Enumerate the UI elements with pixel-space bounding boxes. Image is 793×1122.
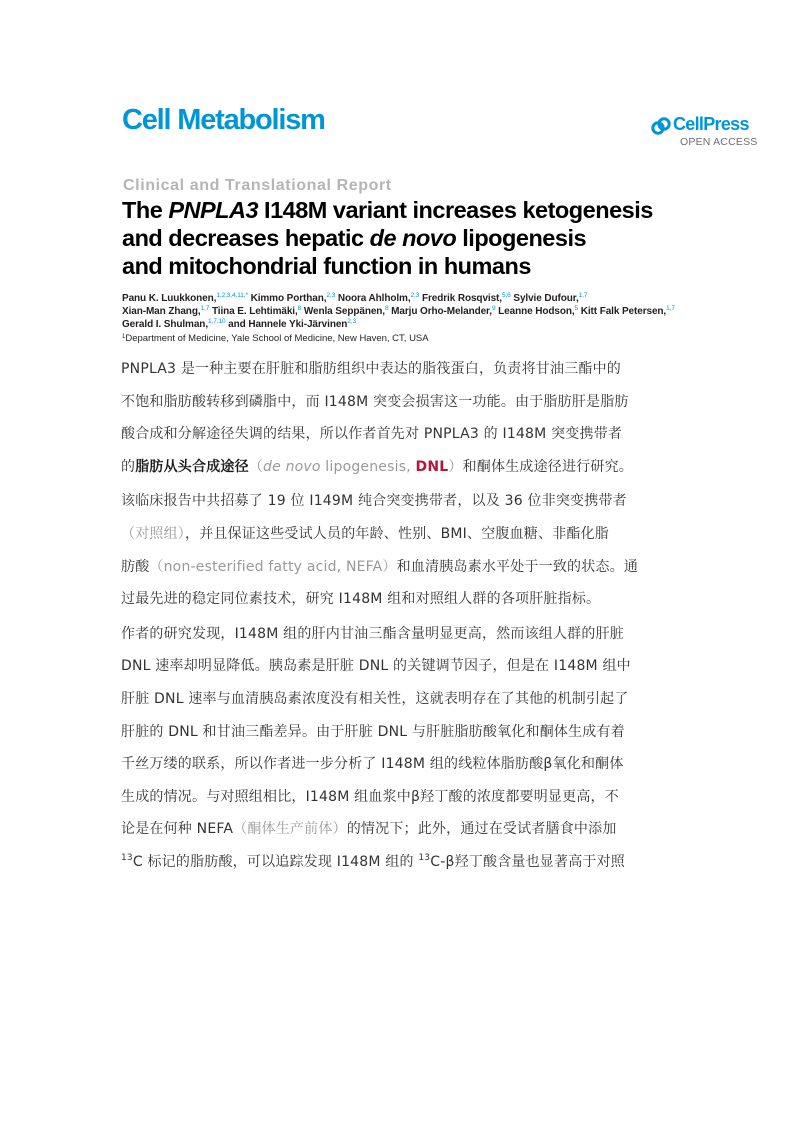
text-line bbox=[121, 551, 686, 584]
author-affil: 5,6 bbox=[501, 292, 511, 299]
text-segment: ） bbox=[448, 458, 463, 475]
author-affil: 1,7,10 bbox=[208, 318, 226, 325]
affiliation-text: Department of Medicine, Yale School of Medicine, New Haven, CT, USA bbox=[125, 333, 429, 344]
author-line-3 bbox=[122, 318, 772, 331]
title-text: and decreases hepatic bbox=[122, 225, 370, 251]
text-line: 千丝万缕的联系，所以作者进一步分析了 I148M 组的线粒体脂肪酸β氧化和酮体 bbox=[121, 756, 624, 773]
text-segment: 和酮体生成途径进行研究。 bbox=[462, 458, 633, 475]
text-segment: 的情况下；此外，通过在受试者膳食中添加 bbox=[346, 821, 617, 838]
text-segment: lipogenesis, bbox=[320, 458, 416, 475]
title-gene: PNPLA3 bbox=[168, 197, 259, 223]
title-text: I148M variant increases ketogenesis bbox=[258, 197, 653, 223]
title-text: lipogenesis bbox=[456, 225, 587, 251]
author: Sylvie Dufour, bbox=[510, 293, 579, 304]
text-line: 过最先进的稳定同位素技术，研究 I148M 组和对照组人群的各项肝脏指标。 bbox=[121, 591, 601, 608]
text-line bbox=[121, 451, 686, 484]
report-type: Clinical and Translational Report bbox=[123, 177, 392, 194]
author-affil: 5 bbox=[574, 305, 579, 312]
text-line: 生成的情况。与对照组相比，I148M 组血浆中β羟丁酸的浓度都要明显更高，不 bbox=[121, 788, 619, 805]
highlight-term: 脂肪从头合成途径 bbox=[135, 458, 249, 475]
publisher-name: CellPress bbox=[673, 114, 749, 134]
author-affil: 2,3 bbox=[410, 292, 420, 299]
text-segment: （酮体生产前体） bbox=[233, 821, 347, 838]
text-line bbox=[121, 518, 686, 551]
isotope-mark: 13 bbox=[121, 852, 133, 863]
text-line: 肝脏 DNL 速率与血清胰岛素浓度没有相关性，这就表明存在了其他的机制引起了 bbox=[121, 690, 629, 707]
title-line-2 bbox=[122, 224, 762, 252]
author: Kimmo Porthan, bbox=[247, 293, 327, 304]
author: Leanne Hodson, bbox=[495, 306, 575, 317]
author: Tiina E. Lehtimäki, bbox=[209, 306, 298, 317]
author: Xian-Man Zhang, bbox=[122, 306, 201, 317]
cellpress-logo-icon bbox=[651, 116, 671, 136]
author-affil: 1,7 bbox=[666, 305, 675, 312]
affiliation bbox=[122, 333, 429, 344]
text-segment: ，并且保证这些受试人员的年龄、性别、BMI、空腹血糖、非酯化脂 bbox=[185, 525, 610, 542]
author: Marju Orho-Melander, bbox=[388, 306, 492, 317]
article-title bbox=[122, 196, 762, 280]
author: Noora Ahlholm, bbox=[335, 293, 411, 304]
author: and Hannele Yki-Järvinen bbox=[225, 319, 348, 330]
author: Wenla Seppänen, bbox=[301, 306, 385, 317]
text-line bbox=[121, 846, 686, 879]
author: Gerald I. Shulman, bbox=[122, 319, 208, 330]
isotope-mark: 13 bbox=[418, 852, 431, 863]
text-segment: （non-esterified fatty acid, NEFA） bbox=[149, 558, 397, 575]
text-line: 肝脏的 DNL 和甘油三酯差异。由于肝脏 DNL 与肝脏脂肪酸氧化和酮体生成有着 bbox=[121, 723, 625, 740]
author-affil: 1,2,3,4,11,* bbox=[216, 292, 248, 299]
text-line: 酸合成和分解途径失调的结果，所以作者首先对 PNPLA3 的 I148M 突变携带者 bbox=[121, 426, 623, 443]
text-segment: 的 bbox=[121, 458, 136, 475]
text-line: PNPLA3 是一种主要在肝脏和脂肪组织中表达的脂筏蛋白，负责将甘油三酯中的 bbox=[121, 361, 622, 377]
title-italic: de novo bbox=[369, 225, 457, 251]
text-line: DNL 速率却明显降低。胰岛素是肝脏 DNL 的关键调节因子，但是在 I148M 组中 bbox=[121, 658, 631, 675]
author-affil: 9 bbox=[491, 305, 496, 312]
summary-text bbox=[121, 353, 686, 879]
author: Fredrik Rosqvist, bbox=[419, 293, 502, 304]
title-text: The bbox=[122, 197, 169, 223]
author-affil: 8 bbox=[384, 305, 389, 312]
title-line-1 bbox=[122, 196, 762, 224]
author-affil: 2,3 bbox=[347, 318, 357, 325]
text-segment: （ bbox=[248, 458, 264, 475]
abbrev-highlight: DNL bbox=[415, 458, 449, 475]
text-segment: 论是在何种 NEFA bbox=[121, 821, 234, 838]
author-affil: 2,3 bbox=[326, 292, 336, 299]
text-segment: （对照组） bbox=[121, 525, 185, 542]
author-line-2 bbox=[122, 305, 772, 318]
text-segment: 肪酸 bbox=[121, 558, 150, 575]
author: Kitt Falk Petersen, bbox=[578, 306, 667, 317]
affiliation-number: 1 bbox=[122, 334, 126, 340]
author: Panu K. Luukkonen, bbox=[122, 293, 217, 304]
text-segment: C 标记的脂肪酸，可以追踪发现 I148M 组的 bbox=[132, 853, 419, 870]
author-affil: 1,7 bbox=[578, 292, 588, 299]
text-line: 该临床报告中共招募了 19 位 I149M 纯合突变携带者，以及 36 位非突变携带者 bbox=[121, 493, 627, 510]
journal-name: Cell Metabolism bbox=[122, 104, 325, 136]
text-line: 作者的研究发现，I148M 组的肝内甘油三酯含量明显更高，然而该组人群的肝脏 bbox=[121, 625, 624, 642]
text-line: 不饱和脂肪酸转移到磷脂中，而 I148M 突变会损害这一功能。由于脂肪肝是脂肪 bbox=[121, 393, 629, 410]
author-affil: 8 bbox=[297, 305, 302, 312]
author-line-1 bbox=[122, 292, 772, 305]
title-line-3: and mitochondrial function in humans bbox=[122, 253, 531, 279]
author-affil: 1,7 bbox=[200, 305, 210, 312]
text-segment: 和血清胰岛素水平处于一致的状态。通 bbox=[396, 558, 639, 575]
open-access-label: OPEN ACCESS bbox=[680, 136, 758, 148]
latin-term: de novo bbox=[263, 458, 321, 475]
text-segment: C-β羟丁酸含量也显著高于对照 bbox=[430, 853, 625, 870]
text-line bbox=[121, 813, 686, 846]
author-list bbox=[122, 292, 772, 331]
